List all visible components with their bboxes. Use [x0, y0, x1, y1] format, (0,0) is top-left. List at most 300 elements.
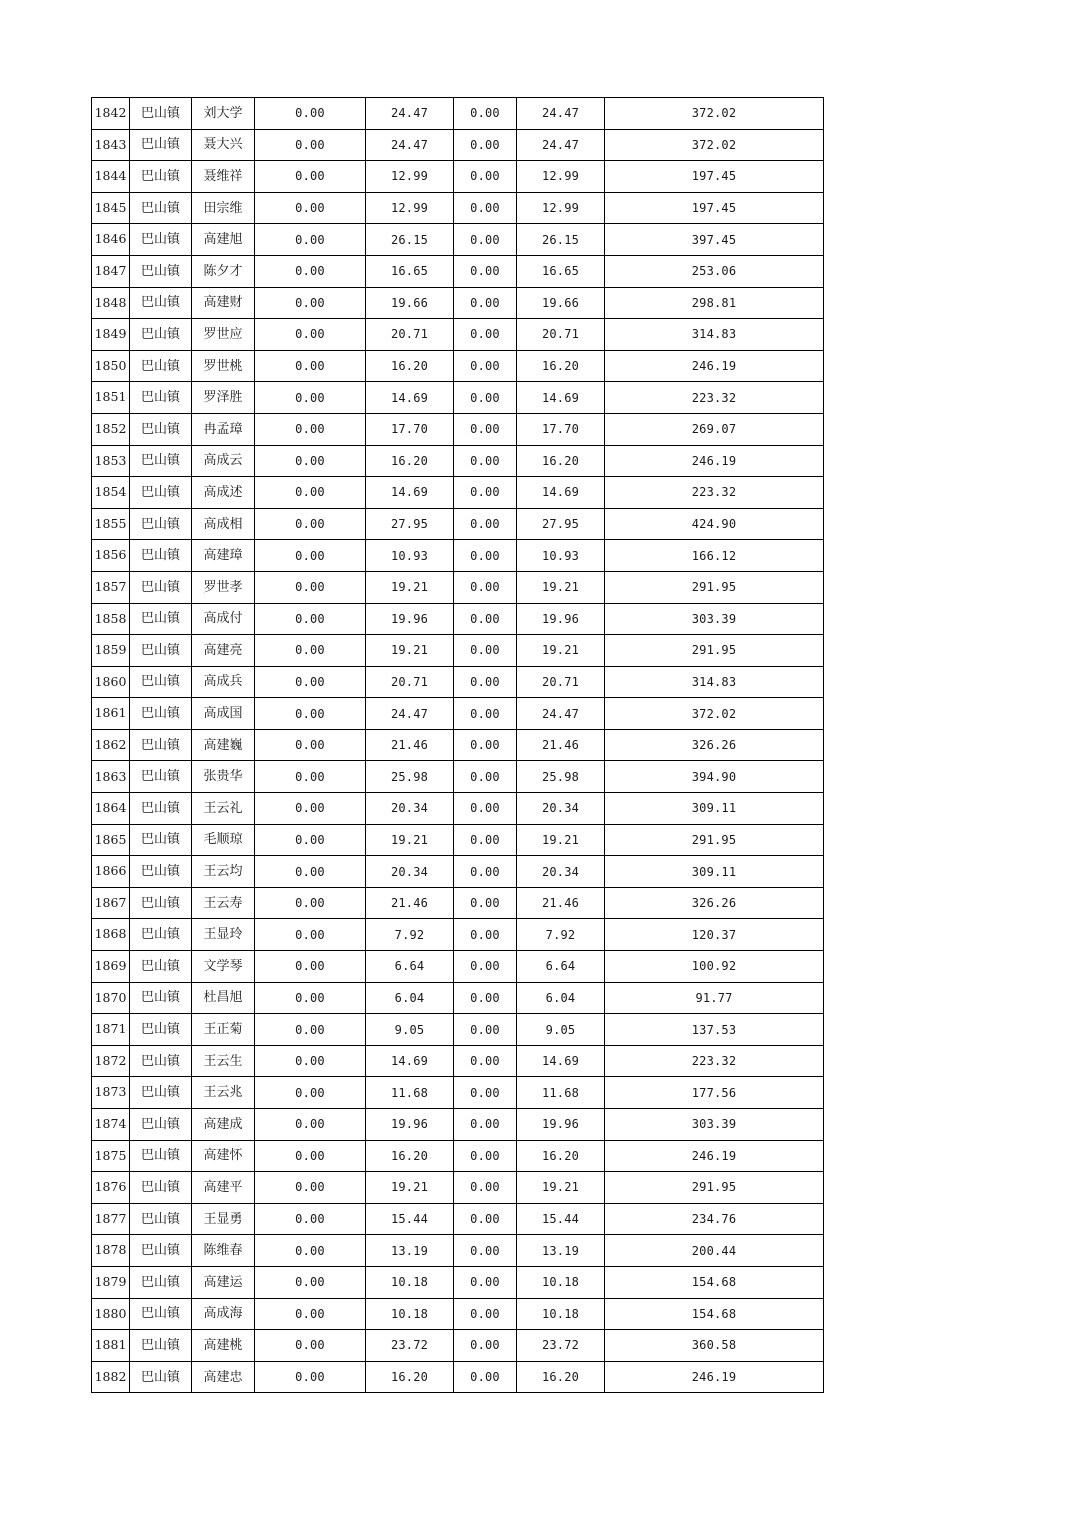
cell-value-col-3: 0.00 [454, 1045, 517, 1077]
cell-name: 杜昌旭 [192, 982, 255, 1014]
cell-value-col-1: 0.00 [255, 919, 366, 951]
cell-value-col-4: 20.71 [517, 319, 605, 351]
cell-amount: 100.92 [605, 951, 824, 983]
cell-town: 巴山镇 [130, 982, 192, 1014]
cell-value-col-2: 11.68 [366, 1077, 454, 1109]
cell-value-col-4: 23.72 [517, 1330, 605, 1362]
cell-value-col-3: 0.00 [454, 1077, 517, 1109]
cell-name: 刘大学 [192, 98, 255, 130]
cell-amount: 177.56 [605, 1077, 824, 1109]
cell-town: 巴山镇 [130, 635, 192, 667]
cell-name: 冉孟璋 [192, 413, 255, 445]
cell-row-number: 1872 [92, 1045, 130, 1077]
cell-name: 高建运 [192, 1266, 255, 1298]
cell-value-col-2: 19.21 [366, 635, 454, 667]
cell-value-col-1: 0.00 [255, 508, 366, 540]
cell-value-col-4: 11.68 [517, 1077, 605, 1109]
table-row [92, 224, 824, 256]
cell-row-number: 1867 [92, 887, 130, 919]
cell-town: 巴山镇 [130, 508, 192, 540]
cell-value-col-4: 24.47 [517, 698, 605, 730]
table-row [92, 919, 824, 951]
cell-value-col-1: 0.00 [255, 1077, 366, 1109]
cell-name: 王云寿 [192, 887, 255, 919]
cell-name: 陈夕才 [192, 255, 255, 287]
cell-amount: 291.95 [605, 635, 824, 667]
cell-amount: 394.90 [605, 761, 824, 793]
cell-amount: 200.44 [605, 1235, 824, 1267]
cell-value-col-2: 16.20 [366, 350, 454, 382]
table-row [92, 98, 824, 130]
cell-value-col-3: 0.00 [454, 1014, 517, 1046]
cell-amount: 424.90 [605, 508, 824, 540]
table-row [92, 1235, 824, 1267]
cell-amount: 314.83 [605, 319, 824, 351]
cell-value-col-1: 0.00 [255, 698, 366, 730]
cell-amount: 291.95 [605, 1172, 824, 1204]
cell-name: 王云礼 [192, 793, 255, 825]
cell-name: 高建怀 [192, 1140, 255, 1172]
cell-row-number: 1857 [92, 571, 130, 603]
cell-value-col-4: 12.99 [517, 192, 605, 224]
cell-town: 巴山镇 [130, 761, 192, 793]
cell-value-col-4: 21.46 [517, 729, 605, 761]
cell-value-col-3: 0.00 [454, 413, 517, 445]
cell-row-number: 1853 [92, 445, 130, 477]
table-row [92, 1361, 824, 1393]
cell-value-col-3: 0.00 [454, 224, 517, 256]
cell-name: 高成国 [192, 698, 255, 730]
table-row [92, 540, 824, 572]
cell-amount: 309.11 [605, 793, 824, 825]
cell-town: 巴山镇 [130, 919, 192, 951]
table-row [92, 571, 824, 603]
cell-value-col-4: 16.20 [517, 1361, 605, 1393]
cell-name: 聂大兴 [192, 129, 255, 161]
cell-value-col-1: 0.00 [255, 1361, 366, 1393]
cell-name: 罗泽胜 [192, 382, 255, 414]
cell-row-number: 1863 [92, 761, 130, 793]
cell-value-col-2: 27.95 [366, 508, 454, 540]
table-row [92, 951, 824, 983]
table-row [92, 350, 824, 382]
table-row [92, 982, 824, 1014]
cell-value-col-2: 6.04 [366, 982, 454, 1014]
cell-row-number: 1858 [92, 603, 130, 635]
cell-value-col-3: 0.00 [454, 477, 517, 509]
cell-value-col-3: 0.00 [454, 287, 517, 319]
cell-value-col-2: 14.69 [366, 382, 454, 414]
cell-value-col-1: 0.00 [255, 129, 366, 161]
cell-value-col-2: 24.47 [366, 98, 454, 130]
cell-row-number: 1843 [92, 129, 130, 161]
table-row [92, 635, 824, 667]
table-row [92, 1077, 824, 1109]
cell-name: 高建平 [192, 1172, 255, 1204]
cell-value-col-1: 0.00 [255, 856, 366, 888]
cell-row-number: 1850 [92, 350, 130, 382]
cell-value-col-1: 0.00 [255, 1109, 366, 1141]
cell-value-col-2: 26.15 [366, 224, 454, 256]
cell-row-number: 1849 [92, 319, 130, 351]
cell-row-number: 1878 [92, 1235, 130, 1267]
cell-value-col-3: 0.00 [454, 350, 517, 382]
cell-value-col-1: 0.00 [255, 793, 366, 825]
cell-value-col-2: 16.65 [366, 255, 454, 287]
cell-value-col-4: 14.69 [517, 1045, 605, 1077]
cell-name: 高建成 [192, 1109, 255, 1141]
cell-town: 巴山镇 [130, 1014, 192, 1046]
cell-value-col-1: 0.00 [255, 951, 366, 983]
cell-value-col-2: 24.47 [366, 698, 454, 730]
cell-value-col-3: 0.00 [454, 161, 517, 193]
cell-row-number: 1870 [92, 982, 130, 1014]
cell-amount: 137.53 [605, 1014, 824, 1046]
cell-amount: 326.26 [605, 729, 824, 761]
cell-name: 聂维祥 [192, 161, 255, 193]
cell-row-number: 1860 [92, 666, 130, 698]
cell-value-col-4: 12.99 [517, 161, 605, 193]
cell-value-col-1: 0.00 [255, 98, 366, 130]
cell-town: 巴山镇 [130, 192, 192, 224]
cell-row-number: 1852 [92, 413, 130, 445]
cell-amount: 397.45 [605, 224, 824, 256]
cell-row-number: 1873 [92, 1077, 130, 1109]
cell-amount: 154.68 [605, 1266, 824, 1298]
table-row [92, 603, 824, 635]
cell-value-col-1: 0.00 [255, 761, 366, 793]
cell-value-col-3: 0.00 [454, 129, 517, 161]
cell-name: 毛顺琼 [192, 824, 255, 856]
cell-amount: 223.32 [605, 382, 824, 414]
cell-value-col-2: 16.20 [366, 445, 454, 477]
cell-value-col-4: 25.98 [517, 761, 605, 793]
cell-value-col-2: 14.69 [366, 1045, 454, 1077]
cell-amount: 291.95 [605, 571, 824, 603]
cell-name: 高建财 [192, 287, 255, 319]
cell-value-col-2: 17.70 [366, 413, 454, 445]
cell-value-col-4: 20.34 [517, 856, 605, 888]
cell-value-col-1: 0.00 [255, 382, 366, 414]
cell-value-col-4: 6.64 [517, 951, 605, 983]
cell-value-col-4: 19.96 [517, 1109, 605, 1141]
cell-value-col-4: 26.15 [517, 224, 605, 256]
cell-row-number: 1879 [92, 1266, 130, 1298]
cell-value-col-2: 19.96 [366, 1109, 454, 1141]
cell-value-col-3: 0.00 [454, 919, 517, 951]
cell-row-number: 1875 [92, 1140, 130, 1172]
cell-value-col-4: 16.20 [517, 1140, 605, 1172]
cell-value-col-2: 9.05 [366, 1014, 454, 1046]
cell-town: 巴山镇 [130, 729, 192, 761]
cell-value-col-3: 0.00 [454, 1330, 517, 1362]
cell-value-col-3: 0.00 [454, 856, 517, 888]
cell-value-col-3: 0.00 [454, 666, 517, 698]
cell-value-col-4: 16.20 [517, 445, 605, 477]
cell-value-col-4: 17.70 [517, 413, 605, 445]
cell-town: 巴山镇 [130, 350, 192, 382]
cell-town: 巴山镇 [130, 1077, 192, 1109]
cell-amount: 269.07 [605, 413, 824, 445]
cell-amount: 309.11 [605, 856, 824, 888]
cell-town: 巴山镇 [130, 129, 192, 161]
cell-value-col-3: 0.00 [454, 508, 517, 540]
cell-amount: 223.32 [605, 477, 824, 509]
cell-value-col-4: 16.65 [517, 255, 605, 287]
table-row [92, 1266, 824, 1298]
cell-value-col-3: 0.00 [454, 1172, 517, 1204]
cell-name: 罗世应 [192, 319, 255, 351]
cell-value-col-1: 0.00 [255, 1045, 366, 1077]
cell-amount: 303.39 [605, 1109, 824, 1141]
cell-value-col-2: 20.34 [366, 793, 454, 825]
cell-name: 王显勇 [192, 1203, 255, 1235]
cell-town: 巴山镇 [130, 666, 192, 698]
cell-value-col-1: 0.00 [255, 350, 366, 382]
cell-row-number: 1856 [92, 540, 130, 572]
cell-town: 巴山镇 [130, 856, 192, 888]
cell-town: 巴山镇 [130, 793, 192, 825]
cell-value-col-2: 10.18 [366, 1298, 454, 1330]
cell-value-col-3: 0.00 [454, 192, 517, 224]
cell-value-col-1: 0.00 [255, 287, 366, 319]
cell-value-col-3: 0.00 [454, 698, 517, 730]
cell-amount: 91.77 [605, 982, 824, 1014]
cell-name: 高建旭 [192, 224, 255, 256]
cell-value-col-1: 0.00 [255, 729, 366, 761]
cell-value-col-4: 21.46 [517, 887, 605, 919]
cell-value-col-4: 10.18 [517, 1298, 605, 1330]
cell-value-col-1: 0.00 [255, 982, 366, 1014]
cell-value-col-3: 0.00 [454, 1361, 517, 1393]
cell-town: 巴山镇 [130, 287, 192, 319]
cell-name: 王显玲 [192, 919, 255, 951]
cell-value-col-1: 0.00 [255, 224, 366, 256]
cell-value-col-1: 0.00 [255, 1266, 366, 1298]
cell-name: 高建忠 [192, 1361, 255, 1393]
table-row [92, 1140, 824, 1172]
cell-name: 文学琴 [192, 951, 255, 983]
cell-amount: 197.45 [605, 161, 824, 193]
cell-town: 巴山镇 [130, 1298, 192, 1330]
cell-amount: 154.68 [605, 1298, 824, 1330]
cell-value-col-2: 19.21 [366, 824, 454, 856]
cell-town: 巴山镇 [130, 477, 192, 509]
cell-value-col-4: 20.71 [517, 666, 605, 698]
cell-value-col-2: 21.46 [366, 729, 454, 761]
table-row [92, 1203, 824, 1235]
cell-town: 巴山镇 [130, 224, 192, 256]
cell-value-col-1: 0.00 [255, 319, 366, 351]
cell-value-col-1: 0.00 [255, 255, 366, 287]
cell-value-col-3: 0.00 [454, 951, 517, 983]
cell-value-col-1: 0.00 [255, 192, 366, 224]
table-row [92, 856, 824, 888]
cell-value-col-3: 0.00 [454, 982, 517, 1014]
cell-town: 巴山镇 [130, 698, 192, 730]
table-row [92, 1014, 824, 1046]
cell-value-col-1: 0.00 [255, 1172, 366, 1204]
cell-row-number: 1847 [92, 255, 130, 287]
cell-amount: 246.19 [605, 1361, 824, 1393]
cell-value-col-1: 0.00 [255, 1014, 366, 1046]
cell-amount: 372.02 [605, 129, 824, 161]
cell-town: 巴山镇 [130, 571, 192, 603]
cell-value-col-4: 19.21 [517, 635, 605, 667]
cell-value-col-3: 0.00 [454, 887, 517, 919]
cell-value-col-4: 16.20 [517, 350, 605, 382]
cell-town: 巴山镇 [130, 382, 192, 414]
cell-value-col-2: 13.19 [366, 1235, 454, 1267]
cell-row-number: 1866 [92, 856, 130, 888]
cell-value-col-3: 0.00 [454, 729, 517, 761]
table-row [92, 319, 824, 351]
cell-value-col-3: 0.00 [454, 635, 517, 667]
cell-town: 巴山镇 [130, 824, 192, 856]
table-row [92, 413, 824, 445]
table-row [92, 887, 824, 919]
cell-amount: 246.19 [605, 350, 824, 382]
cell-town: 巴山镇 [130, 255, 192, 287]
cell-row-number: 1842 [92, 98, 130, 130]
table-row [92, 382, 824, 414]
cell-name: 高建巍 [192, 729, 255, 761]
cell-value-col-3: 0.00 [454, 1298, 517, 1330]
cell-town: 巴山镇 [130, 1172, 192, 1204]
cell-name: 高成相 [192, 508, 255, 540]
cell-value-col-3: 0.00 [454, 540, 517, 572]
cell-row-number: 1854 [92, 477, 130, 509]
cell-row-number: 1861 [92, 698, 130, 730]
table-row [92, 129, 824, 161]
cell-row-number: 1845 [92, 192, 130, 224]
cell-amount: 197.45 [605, 192, 824, 224]
cell-town: 巴山镇 [130, 1235, 192, 1267]
cell-amount: 291.95 [605, 824, 824, 856]
table-row [92, 287, 824, 319]
cell-value-col-1: 0.00 [255, 666, 366, 698]
table-row [92, 192, 824, 224]
cell-town: 巴山镇 [130, 413, 192, 445]
cell-value-col-2: 23.72 [366, 1330, 454, 1362]
table-row [92, 666, 824, 698]
cell-town: 巴山镇 [130, 1266, 192, 1298]
data-table [91, 97, 824, 1393]
cell-amount: 314.83 [605, 666, 824, 698]
cell-value-col-2: 10.18 [366, 1266, 454, 1298]
cell-row-number: 1881 [92, 1330, 130, 1362]
cell-row-number: 1848 [92, 287, 130, 319]
cell-value-col-1: 0.00 [255, 1203, 366, 1235]
cell-value-col-1: 0.00 [255, 1140, 366, 1172]
cell-town: 巴山镇 [130, 603, 192, 635]
cell-row-number: 1851 [92, 382, 130, 414]
cell-value-col-3: 0.00 [454, 382, 517, 414]
cell-row-number: 1846 [92, 224, 130, 256]
cell-name: 高成海 [192, 1298, 255, 1330]
cell-name: 高建亮 [192, 635, 255, 667]
cell-town: 巴山镇 [130, 1045, 192, 1077]
cell-value-col-4: 19.96 [517, 603, 605, 635]
cell-value-col-2: 20.34 [366, 856, 454, 888]
cell-value-col-1: 0.00 [255, 1330, 366, 1362]
cell-value-col-1: 0.00 [255, 635, 366, 667]
cell-value-col-1: 0.00 [255, 1298, 366, 1330]
cell-town: 巴山镇 [130, 98, 192, 130]
table-row [92, 729, 824, 761]
cell-row-number: 1869 [92, 951, 130, 983]
cell-name: 罗世孝 [192, 571, 255, 603]
cell-amount: 372.02 [605, 98, 824, 130]
cell-value-col-1: 0.00 [255, 1235, 366, 1267]
table-row [92, 698, 824, 730]
cell-value-col-4: 24.47 [517, 98, 605, 130]
cell-value-col-4: 13.19 [517, 1235, 605, 1267]
table-row [92, 1045, 824, 1077]
cell-value-col-4: 19.21 [517, 1172, 605, 1204]
cell-amount: 303.39 [605, 603, 824, 635]
cell-value-col-2: 7.92 [366, 919, 454, 951]
table-row [92, 445, 824, 477]
cell-value-col-4: 14.69 [517, 477, 605, 509]
cell-town: 巴山镇 [130, 887, 192, 919]
cell-name: 高成述 [192, 477, 255, 509]
cell-value-col-2: 12.99 [366, 161, 454, 193]
cell-amount: 253.06 [605, 255, 824, 287]
table-row [92, 1330, 824, 1362]
cell-amount: 246.19 [605, 1140, 824, 1172]
cell-value-col-4: 14.69 [517, 382, 605, 414]
cell-name: 高成兵 [192, 666, 255, 698]
cell-value-col-1: 0.00 [255, 445, 366, 477]
cell-value-col-1: 0.00 [255, 413, 366, 445]
cell-value-col-2: 6.64 [366, 951, 454, 983]
cell-value-col-4: 19.21 [517, 571, 605, 603]
cell-amount: 234.76 [605, 1203, 824, 1235]
cell-value-col-4: 24.47 [517, 129, 605, 161]
cell-row-number: 1865 [92, 824, 130, 856]
cell-row-number: 1874 [92, 1109, 130, 1141]
cell-value-col-3: 0.00 [454, 824, 517, 856]
cell-value-col-3: 0.00 [454, 319, 517, 351]
cell-town: 巴山镇 [130, 161, 192, 193]
cell-value-col-1: 0.00 [255, 824, 366, 856]
cell-name: 高成付 [192, 603, 255, 635]
cell-name: 罗世桃 [192, 350, 255, 382]
cell-row-number: 1877 [92, 1203, 130, 1235]
cell-town: 巴山镇 [130, 540, 192, 572]
cell-value-col-3: 0.00 [454, 793, 517, 825]
cell-town: 巴山镇 [130, 1330, 192, 1362]
cell-value-col-3: 0.00 [454, 445, 517, 477]
cell-value-col-3: 0.00 [454, 603, 517, 635]
cell-amount: 326.26 [605, 887, 824, 919]
cell-value-col-4: 20.34 [517, 793, 605, 825]
cell-value-col-4: 7.92 [517, 919, 605, 951]
cell-row-number: 1868 [92, 919, 130, 951]
cell-town: 巴山镇 [130, 1109, 192, 1141]
cell-name: 高成云 [192, 445, 255, 477]
cell-value-col-4: 15.44 [517, 1203, 605, 1235]
cell-name: 王云兆 [192, 1077, 255, 1109]
table-row [92, 824, 824, 856]
cell-amount: 223.32 [605, 1045, 824, 1077]
cell-value-col-2: 20.71 [366, 666, 454, 698]
cell-row-number: 1864 [92, 793, 130, 825]
cell-value-col-4: 19.66 [517, 287, 605, 319]
table-row [92, 477, 824, 509]
cell-value-col-4: 10.93 [517, 540, 605, 572]
